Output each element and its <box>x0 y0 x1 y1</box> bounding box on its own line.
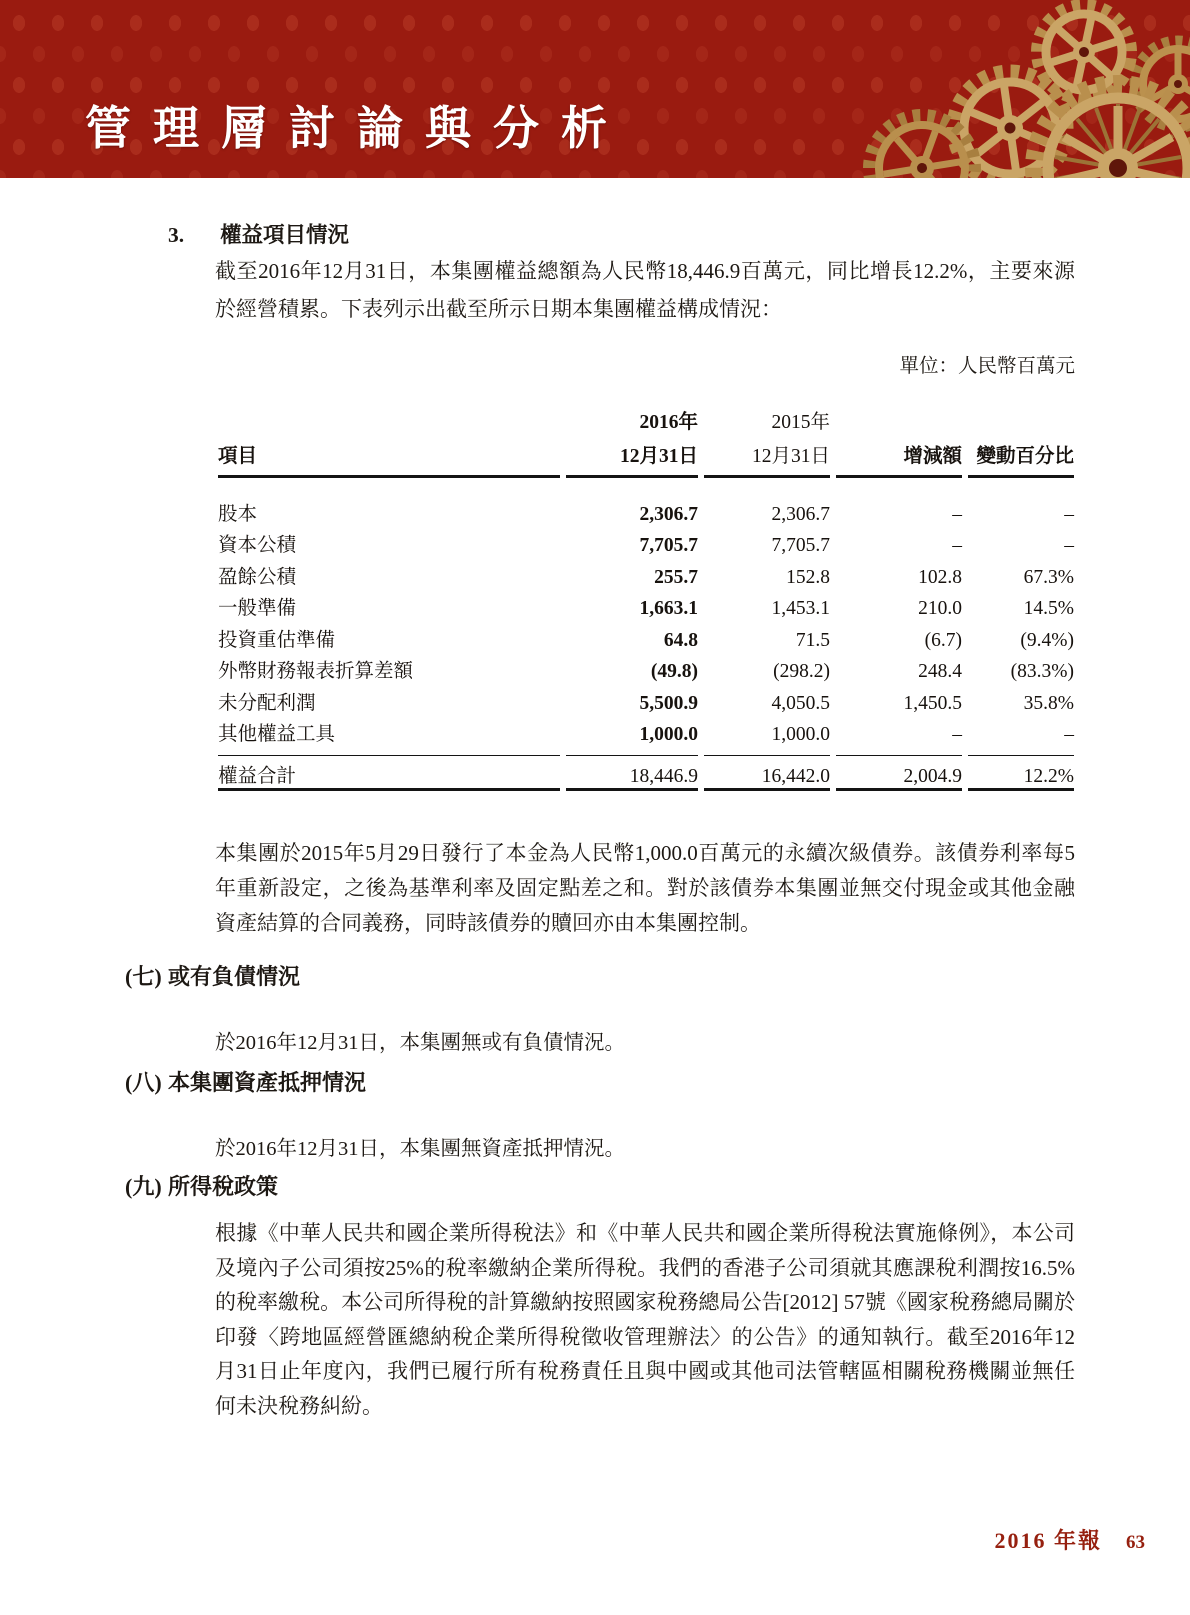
section-equity-heading <box>168 218 349 249</box>
section-equity-title: 權益項目情況 <box>220 223 350 247</box>
row-value: 71.5 <box>795 629 830 651</box>
row-value: (83.3%) <box>1010 661 1074 682</box>
table-row <box>218 478 1074 526</box>
page-title: 管理層討論與分析 <box>85 103 629 154</box>
column-header: 變動百分比 <box>968 434 1074 478</box>
row-value: 4,050.5 <box>771 692 830 714</box>
row-item-label: 資本公積 <box>218 535 297 556</box>
row-value: – <box>952 535 962 556</box>
row-value: – <box>1064 535 1074 556</box>
section-tax-title: 所得稅政策 <box>168 1174 279 1199</box>
section-contingent-heading <box>125 960 300 991</box>
table-row <box>218 526 1074 558</box>
row-value: – <box>952 503 962 525</box>
row-value: 1,663.1 <box>639 598 698 619</box>
row-value: 210.0 <box>918 598 962 619</box>
section-pledge-number: (八) <box>125 1070 162 1095</box>
section-contingent-number: (七) <box>125 964 162 989</box>
equity-table-container <box>212 400 1080 791</box>
row-value: 1,450.5 <box>903 692 962 714</box>
table-row <box>218 557 1074 589</box>
section-contingent-title: 或有負債情況 <box>168 964 301 989</box>
row-value: – <box>1064 503 1074 525</box>
row-value: (9.4%) <box>1020 629 1074 651</box>
total-value: 16,442.0 <box>704 756 830 791</box>
column-year-header <box>218 400 560 434</box>
contingent-body-text: 於2016年12月31日，本集團無或有負債情況。 <box>215 1031 625 1054</box>
page-header-banner <box>0 0 1190 178</box>
row-value: (6.7) <box>924 629 962 651</box>
row-value: 35.8% <box>1023 692 1074 714</box>
row-value: – <box>836 715 962 757</box>
row-value: 67.3% <box>1023 566 1074 588</box>
total-value: 2,004.9 <box>836 756 962 791</box>
row-item-label: 一般準備 <box>218 598 297 619</box>
row-value: 102.8 <box>918 566 962 588</box>
section-equity-number: 3. <box>168 223 185 247</box>
row-value: 5,500.9 <box>639 692 698 714</box>
row-value: – <box>968 715 1074 757</box>
row-value: (49.8) <box>650 661 698 682</box>
column-year-header: 2015年 <box>771 412 830 433</box>
row-value: 152.8 <box>786 566 830 588</box>
column-year-header: 2016年 <box>639 412 698 433</box>
equity-table-head <box>218 400 1074 478</box>
table-row <box>218 620 1074 652</box>
table-row <box>218 589 1074 621</box>
section-pledge-heading <box>125 1066 366 1097</box>
row-item-label: 外幣財務報表折算差額 <box>218 661 414 682</box>
row-value: 1,000.0 <box>704 715 830 757</box>
equity-table-body <box>218 478 1074 756</box>
table-total-row <box>218 756 1074 791</box>
table-unit-label: 單位：人民幣百萬元 <box>899 356 1075 377</box>
row-item-label: 其他權益工具 <box>218 715 560 757</box>
total-value: 12.2% <box>968 756 1074 791</box>
row-value: 7,705.7 <box>639 535 698 556</box>
row-value: 1,000.0 <box>566 715 698 757</box>
row-value: 2,306.7 <box>639 503 698 525</box>
gears-decoration-image <box>860 0 1190 178</box>
row-item-label: 盈餘公積 <box>218 566 297 588</box>
column-header: 項目 <box>218 434 560 478</box>
section-pledge-title: 本集團資產抵押情況 <box>168 1070 367 1095</box>
tax-body-paragraph: 根據《中華人民共和國企業所得稅法》和《中華人民共和國企業所得稅法實施條例》，本公司及境內子公司須按25%的稅率繳納企業所得稅。我們的香港子公司須就其應課稅利潤按16.5%的稅率繳稅。本公司所得稅的計算繳納按照國家稅務總局公告[2012] 57號《國家稅務總局關於印發〈跨地區經營匯總納稅企業所得稅徵收管理辦法〉的公告》的通知執行。截至2016年12月31日止年度內，我們已履行所有稅務責任且與中國或其他司法管轄區相關稅務機關並無任何未決稅務糾紛。 <box>215 1221 1075 1418</box>
perpetual-bond-note-paragraph: 本集團於2015年5月29日發行了本金為人民幣1,000.0百萬元的永續次級債券。該債券利率每5年重新設定，之後為基準利率及固定點差之和。對於該債券本集團並無交付現金或其他金融資產結算的合同義務，同時該債券的贖回亦由本集團控制。 <box>215 841 1075 935</box>
total-label: 權益合計 <box>218 756 560 791</box>
page-footer <box>994 1524 1145 1555</box>
total-value: 18,446.9 <box>566 756 698 791</box>
footer-page-number: 63 <box>1126 1532 1145 1553</box>
section-tax-heading <box>125 1170 278 1201</box>
equity-intro-paragraph: 截至2016年12月31日，本集團權益總額為人民幣18,446.9百萬元，同比增長12.2%，主要來源於經營積累。下表列示出截至所示日期本集團權益構成情況： <box>215 259 1075 321</box>
row-value: 248.4 <box>918 661 962 682</box>
footer-report-label: 2016 年報 <box>994 1528 1102 1553</box>
table-row <box>218 715 1074 757</box>
equity-table <box>212 400 1080 791</box>
row-value: 2,306.7 <box>771 503 830 525</box>
table-row <box>218 652 1074 684</box>
row-value: 64.8 <box>663 629 698 651</box>
column-year-header <box>836 400 962 434</box>
column-year-header <box>968 400 1074 434</box>
section-tax-number: (九) <box>125 1174 162 1199</box>
column-header: 12月31日 <box>566 434 698 478</box>
row-item-label: 股本 <box>218 503 258 525</box>
row-value: 7,705.7 <box>771 535 830 556</box>
row-value: (298.2) <box>773 661 830 682</box>
table-row <box>218 683 1074 715</box>
equity-table-foot <box>218 756 1074 791</box>
row-value: 1,453.1 <box>771 598 830 619</box>
row-value: 255.7 <box>654 566 698 588</box>
row-item-label: 未分配利潤 <box>218 692 316 714</box>
row-item-label: 投資重估準備 <box>218 629 336 651</box>
pledge-body-text: 於2016年12月31日，本集團無資產抵押情況。 <box>215 1137 625 1160</box>
column-header: 12月31日 <box>704 434 830 478</box>
row-value: 14.5% <box>1023 598 1074 619</box>
column-header: 增減額 <box>836 434 962 478</box>
